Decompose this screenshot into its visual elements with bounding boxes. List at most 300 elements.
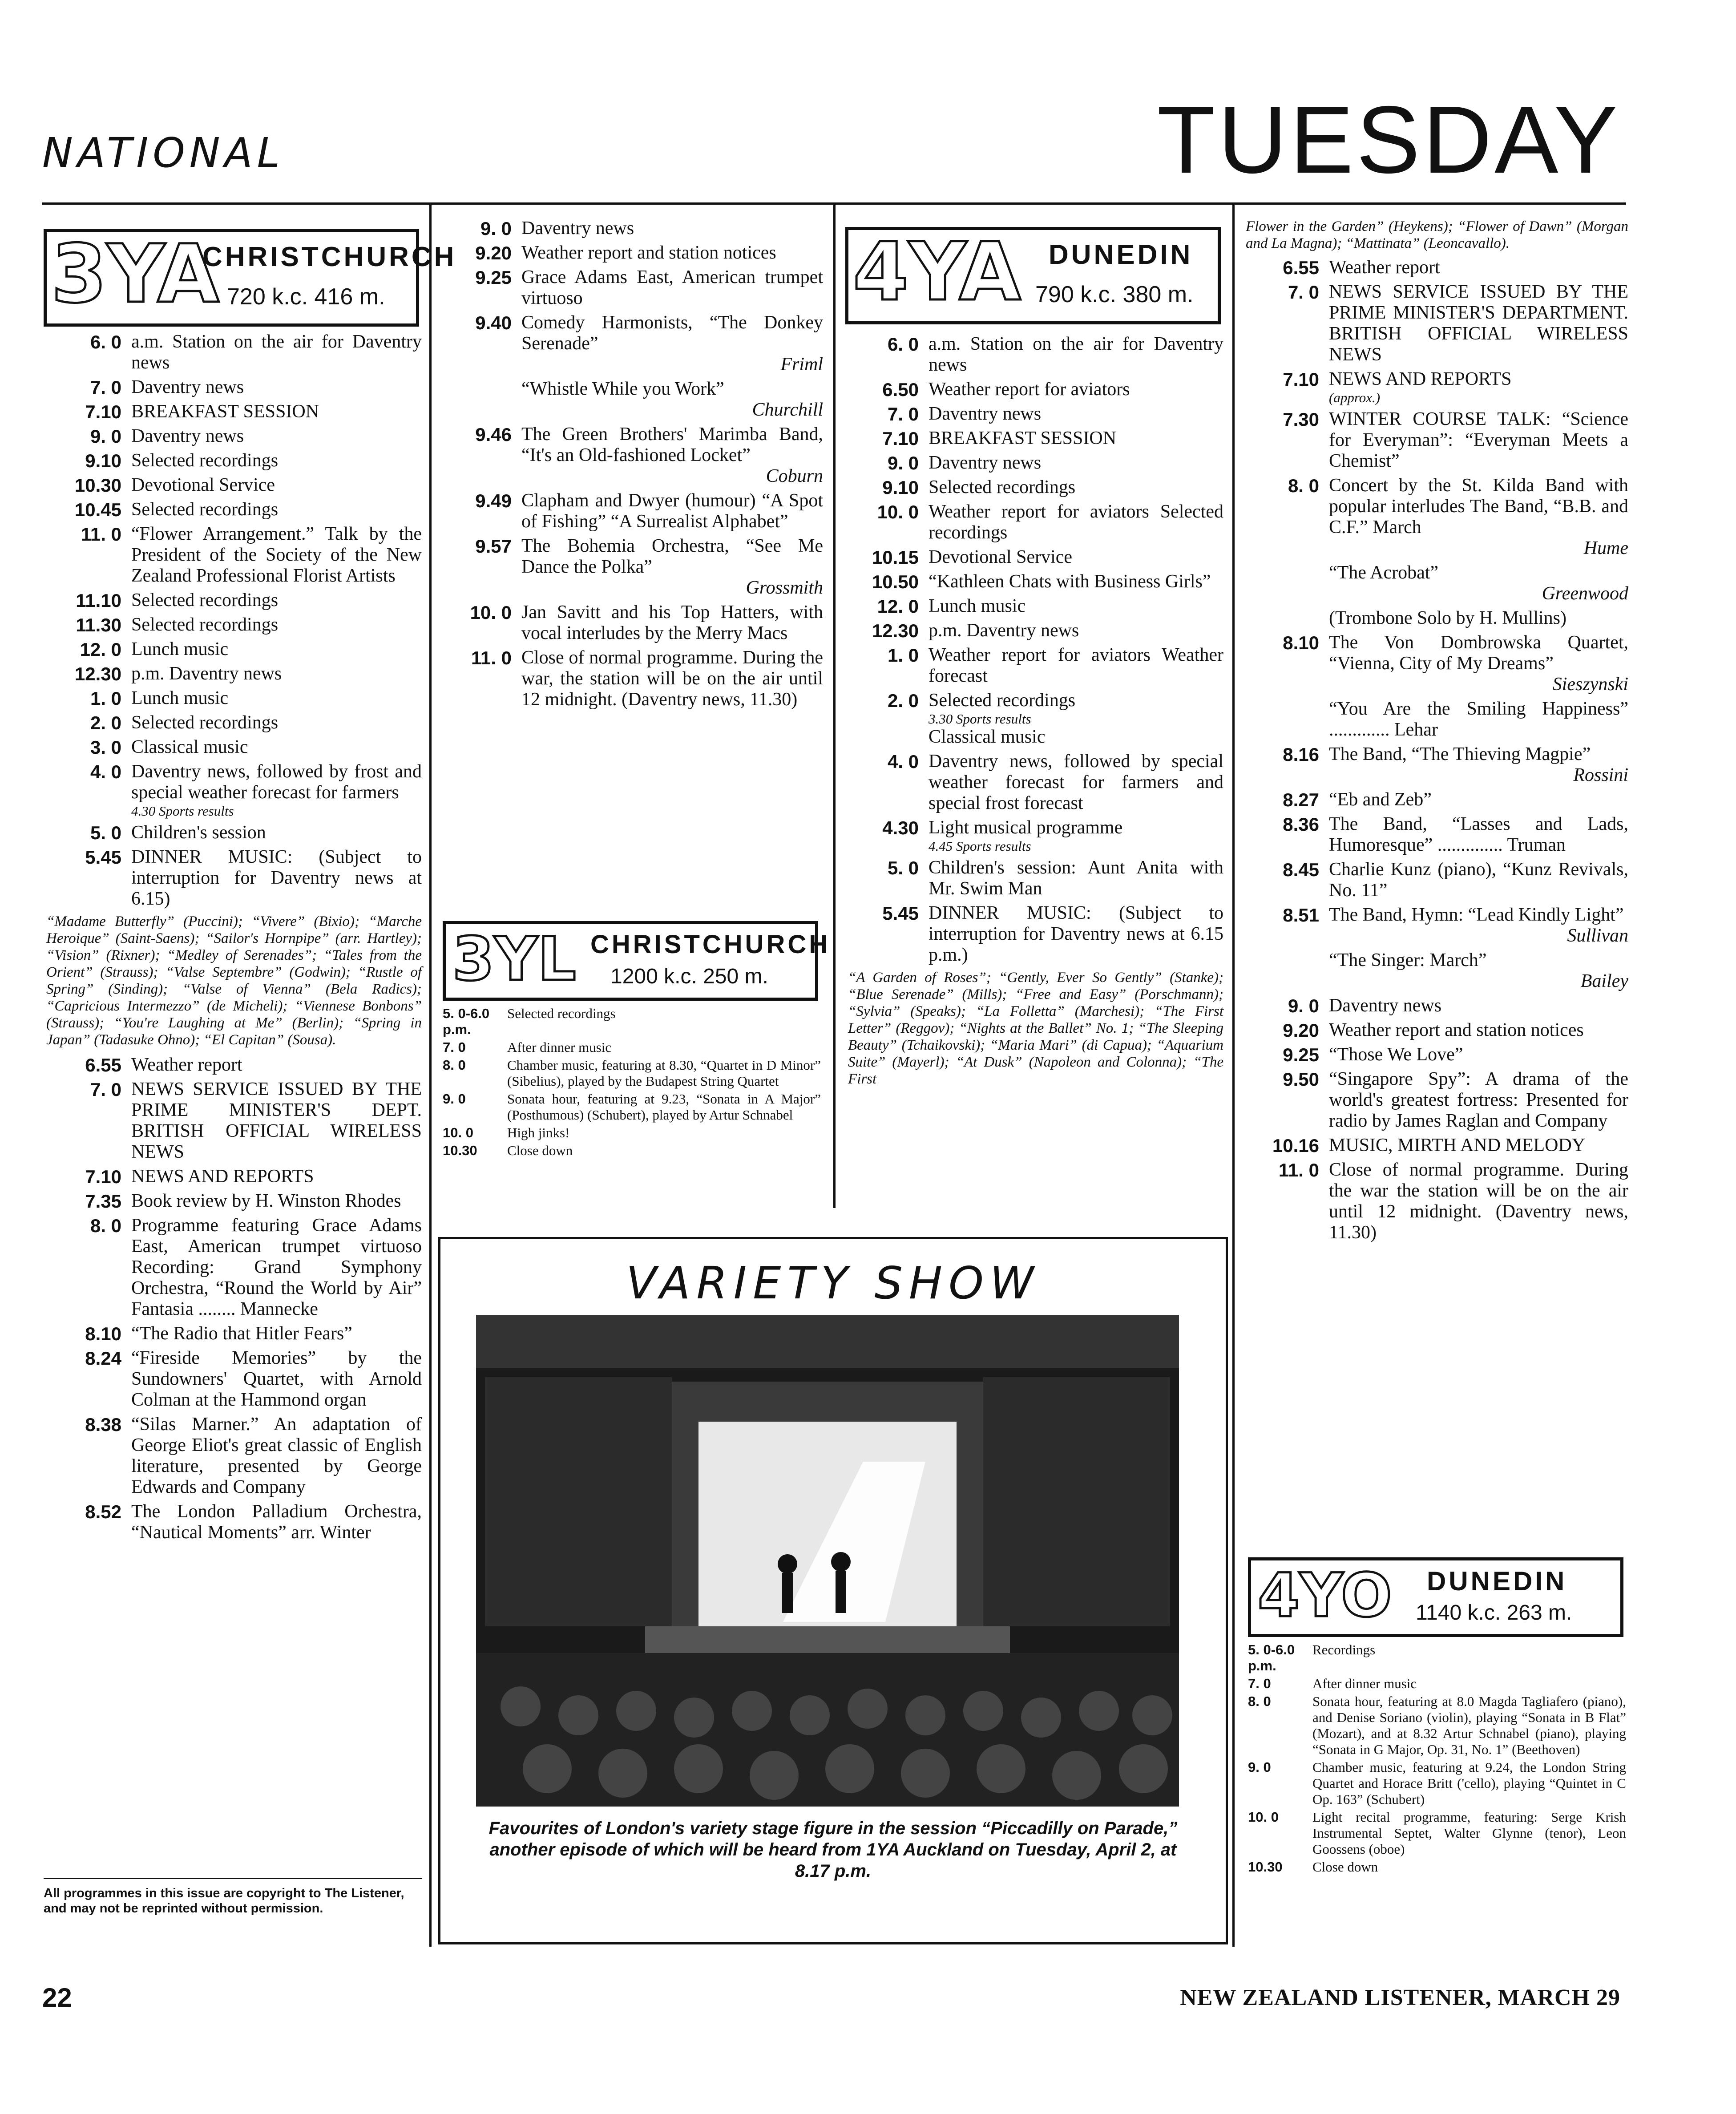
entries-col2 (440, 218, 823, 710)
section-label: NATIONAL (42, 129, 284, 177)
entry-composer: Grossmith (746, 578, 823, 598)
entry-text (131, 1215, 422, 1320)
entry-text (1329, 1135, 1628, 1156)
entry-description: After dinner music (1312, 1676, 1417, 1691)
entry-time: 9. 0 (90, 426, 121, 447)
entry-description: “The Singer: March” (1329, 950, 1487, 970)
entry-description: Chamber music, featuring at 8.30, “Quartet in D Minor” (Sibelius), played by the Budapest String Quartet (507, 1057, 821, 1089)
variety-show-title: VARIETY SHOW (626, 1257, 1040, 1309)
schedule-entry (845, 477, 1223, 498)
entry-time: 9. 0 (480, 218, 512, 239)
entry-text (929, 620, 1223, 641)
schedule-entry (1246, 905, 1628, 946)
entry-description: Weather report and station notices (1329, 1020, 1584, 1040)
entry-time: 10.30 (74, 475, 121, 496)
entry-description: The Band, “The Thieving Magpie” (1329, 744, 1591, 764)
schedule-entry (44, 1348, 422, 1411)
entry-text (521, 602, 823, 644)
entry-description: The Von Dombrowska Quartet, “Vienna, City of My Dreams” (1329, 632, 1628, 674)
entry-time: 1. 0 (90, 688, 121, 709)
entry-time: 8.16 (1283, 744, 1319, 765)
schedule-entry (845, 571, 1223, 592)
schedule-entry (1248, 1859, 1626, 1875)
entry-text (929, 751, 1223, 814)
station-logo-4yo (1248, 1557, 1623, 1637)
entry-time: 6. 0 (90, 331, 121, 352)
schedule-entry (443, 1125, 821, 1141)
entry-text (1329, 699, 1628, 740)
schedule-entry (1246, 699, 1628, 740)
schedule-entry (1246, 369, 1628, 405)
entry-composer: Churchill (752, 400, 823, 420)
schedule-entry (44, 1414, 422, 1498)
entry-description: Weather report (131, 1055, 242, 1075)
entry-time: 8.52 (85, 1501, 121, 1522)
entry-text (1329, 475, 1628, 559)
entry-description: Lunch music (131, 639, 229, 659)
entry-time: 8.36 (1283, 814, 1319, 835)
entry-time: 8.51 (1283, 905, 1319, 926)
entry-time: 8. 0 (443, 1057, 466, 1073)
schedule-entry (44, 590, 422, 611)
entry-time: 9.10 (882, 477, 919, 498)
schedule-entry (845, 645, 1223, 687)
entries-4ya (845, 334, 1223, 966)
schedule-entry (1246, 789, 1628, 810)
schedule-entry (440, 312, 823, 375)
entry-time: 10.16 (1272, 1135, 1319, 1156)
schedule-entry (44, 1501, 422, 1543)
schedule-4yo (1248, 1642, 1626, 1877)
variety-show-caption: Favourites of London's variety stage figure in the session “Piccadilly on Parade,” another episode of which will be heard from 1YA Auckland on Tuesday, April 2, at 8.17 p.m. (489, 1819, 1178, 1881)
entry-text (1329, 608, 1628, 629)
entries-3ya-evening (44, 1055, 422, 1543)
entry-text (1329, 995, 1628, 1016)
dinner-music-list-4ya: “A Garden of Roses”; “Gently, Ever So Gently” (Stanke); “Blue Serenade” (Mills); “Free and Easy” (Porschmann); “Sylvia” (Speaks); “La Folletta” (Marchesi); “The First Letter” (Reggov); “Nights at the Ballet” No. 1; “The Sleeping Beauty” (Tchaikovski); “Maria Mari” (di Capua); “Aquarium Suite” (Mayerl); “At Dusk” (Napoleon and Colonna); “The First (848, 970, 1223, 1087)
entries-3yl (443, 1006, 821, 1159)
entry-text (131, 1414, 422, 1498)
variety-show-panel (438, 1237, 1228, 1944)
schedule-entry (845, 690, 1223, 748)
entry-text (929, 428, 1223, 449)
schedule-entry (1246, 282, 1628, 365)
entry-description: Weather report for aviators Weather forecast (929, 645, 1223, 686)
entry-description: The Green Brothers' Marimba Band, “It's an Old-fashioned Locket” (521, 424, 823, 465)
station-city: DUNEDIN (1427, 1566, 1567, 1596)
schedule-entry (845, 453, 1223, 473)
schedule-entry (443, 1143, 821, 1159)
entry-description: Daventry news, followed by frost and special weather forecast for farmers (131, 761, 422, 803)
schedule-entry (1246, 257, 1628, 278)
schedule-entry (440, 379, 823, 420)
entry-text (1329, 950, 1628, 992)
entry-description: Weather report for aviators Selected recordings (929, 501, 1223, 543)
entry-text (521, 243, 823, 263)
entry-text (1329, 409, 1628, 472)
entry-text (1329, 744, 1628, 786)
dinner-music-continued: Flower in the Garden” (Heykens); “Flower of Dawn” (Morgan and La Magna); “Mattinata” (Leoncavallo). (1246, 218, 1628, 251)
schedule-entry (440, 602, 823, 644)
entry-time: 9.25 (475, 267, 512, 288)
entry-time: 10. 0 (443, 1125, 473, 1140)
schedule-3ya (44, 331, 422, 1547)
entry-description: Close down (507, 1143, 573, 1158)
entry-description: “The Acrobat” (1329, 562, 1439, 583)
schedule-entry (44, 614, 422, 635)
entry-time: 4. 0 (90, 761, 121, 782)
entry-time: 9.49 (475, 490, 512, 511)
entry-text (929, 596, 1223, 617)
entry-time: 7.10 (882, 428, 919, 449)
entry-time: 11. 0 (471, 647, 512, 668)
entry-text (131, 1166, 422, 1187)
entry-description: “Flower Arrangement.” Talk by the President of the Society of the New Zealand Professional Florist Artists (131, 524, 422, 586)
entry-text (929, 501, 1223, 543)
schedule-entry (1246, 814, 1628, 856)
schedule-entry (44, 1323, 422, 1344)
station-call-sign: 3YL (452, 924, 576, 994)
schedule-entry (1246, 632, 1628, 695)
schedule-entry (44, 1079, 422, 1163)
entry-time: 9.20 (475, 243, 512, 263)
entry-text (1329, 1044, 1628, 1065)
entry-text (131, 590, 422, 611)
entry-time: 9.40 (475, 312, 512, 333)
entry-text (131, 639, 422, 660)
entry-text (521, 379, 823, 420)
entry-description: Children's session: Aunt Anita with Mr. Swim Man (929, 857, 1223, 899)
entry-description: Lunch music (131, 688, 229, 708)
entry-description: Selected recordings (131, 614, 279, 635)
entry-text (131, 426, 422, 447)
entry-description: Selected recordings (131, 712, 279, 733)
entry-text (929, 817, 1223, 854)
entry-description: Daventry news (929, 404, 1042, 424)
entry-text (131, 499, 422, 520)
entry-time: 11. 0 (81, 524, 121, 545)
entry-time: 9.20 (1283, 1020, 1319, 1041)
entry-time: 4.30 (882, 817, 919, 838)
entry-text (131, 331, 422, 373)
entry-time: 5. 0 (887, 857, 919, 878)
entry-text (1329, 562, 1628, 604)
entry-text (131, 450, 422, 471)
entry-time: 7.10 (85, 1166, 121, 1187)
station-city: CHRISTCHURCH (202, 242, 457, 272)
station-frequency: 790 k.c. 380 m. (1035, 282, 1194, 307)
entry-description: Charlie Kunz (piano), “Kunz Revivals, No. 11” (1329, 859, 1628, 901)
schedule-3ya-continued (440, 218, 823, 714)
schedule-entry (1246, 1069, 1628, 1132)
schedule-entry (44, 663, 422, 684)
entry-description: Devotional Service (929, 547, 1073, 567)
entry-time: 10. 0 (1248, 1809, 1279, 1825)
entry-text (1329, 282, 1628, 365)
schedule-entry (44, 426, 422, 447)
entry-time: 9. 0 (887, 453, 919, 473)
entry-description: Selected recordings (929, 690, 1076, 711)
schedule-entry (845, 857, 1223, 899)
station-call-sign: 4YO (1258, 1560, 1392, 1630)
entry-note: 4.45 Sports results (929, 838, 1031, 854)
entry-time (1246, 562, 1329, 604)
schedule-4ya-continued (1246, 218, 1628, 1247)
entry-time: 9.57 (475, 536, 512, 557)
entry-time: 10.30 (443, 1143, 477, 1158)
entry-description: “Those We Love” (1329, 1044, 1463, 1065)
schedule-entry (44, 450, 422, 471)
entry-time: 7.10 (85, 401, 121, 422)
entry-description: Sonata hour, featuring at 8.0 Magda Tagliafero (piano), and Denise Soriano (violin), playing “Sonata in B Flat” (Mozart), and at 8.32 Artur Schnabel (piano), playing “Sonata in G Major, Op. 31, No. 1” (Beethoven) (1312, 1694, 1626, 1757)
entry-time: 8.27 (1283, 789, 1319, 810)
station-logo-3yl (443, 921, 831, 1001)
schedule-entry (44, 712, 422, 733)
entry-time: 9.25 (1283, 1044, 1319, 1065)
entry-text (929, 334, 1223, 376)
station-logo-4ya (845, 227, 1221, 324)
page-number: 22 (42, 1983, 72, 2013)
entry-description: Children's session (131, 822, 266, 843)
schedule-entry (845, 501, 1223, 543)
entry-description: Comedy Harmonists, “The Donkey Serenade” (521, 312, 823, 354)
entry-description: Selected recordings (131, 499, 279, 520)
entry-time: 6.50 (882, 379, 919, 400)
entry-time: 5.45 (85, 847, 121, 868)
entry-description: p.m. Daventry news (929, 620, 1079, 641)
schedule-entry (1248, 1759, 1626, 1807)
entry-description: a.m. Station on the air for Daventry news (131, 331, 422, 373)
entry-text (1329, 789, 1628, 810)
entry-description: Daventry news (131, 377, 244, 397)
schedule-entry (1246, 608, 1628, 629)
entry-time: 9.46 (475, 424, 512, 445)
schedule-entry (1246, 1044, 1628, 1065)
entry-text (521, 536, 823, 598)
entry-time: 10.15 (872, 547, 919, 568)
schedule-entry (845, 334, 1223, 376)
entry-description: a.m. Station on the air for Daventry news (929, 334, 1223, 375)
station-city: CHRISTCHURCH (590, 930, 831, 959)
entry-time: 8. 0 (1288, 475, 1319, 496)
entries-col4 (1246, 257, 1628, 1243)
entry-description: Daventry news (929, 453, 1042, 473)
station-logo-3ya (44, 228, 457, 327)
schedule-entry (44, 499, 422, 520)
entry-text (521, 490, 823, 532)
entry-composer: Hume (1583, 538, 1628, 558)
entry-text (929, 547, 1223, 568)
schedule-entry (440, 647, 823, 710)
entry-description: Grace Adams East, American trumpet virtuoso (521, 267, 823, 308)
entry-text (1329, 1160, 1628, 1243)
entry-text (131, 737, 422, 758)
entry-text (929, 379, 1223, 400)
entry-composer: Sullivan (1567, 926, 1628, 946)
entry-description: High jinks! (507, 1125, 570, 1140)
entry-time: 11.10 (76, 590, 121, 611)
entry-description: MUSIC, MIRTH AND MELODY (1329, 1135, 1586, 1156)
entry-time: 7.35 (85, 1191, 121, 1212)
entry-description: Programme featuring Grace Adams East, American trumpet virtuoso Recording: Grand Symphony Orchestra, “Round the World by Air” Fantasia ........ Mannecke (131, 1215, 422, 1319)
variety-show-illustration (476, 1315, 1179, 1807)
schedule-entry (44, 761, 422, 819)
entry-description: “Fireside Memories” by the Sundowners' Quartet, with Arnold Colman at the Hammond organ (131, 1348, 422, 1410)
entry-time: 9. 0 (1248, 1759, 1271, 1775)
entry-text (131, 688, 422, 709)
entry-time: 5. 0-6.0 p.m. (1248, 1642, 1295, 1673)
schedule-entry (44, 1055, 422, 1075)
schedule-entry (44, 737, 422, 758)
entry-description: (Trombone Solo by H. Mullins) (1329, 608, 1567, 628)
entry-description: Daventry news (131, 426, 244, 446)
entry-description: Light musical programme (929, 817, 1123, 838)
schedule-entry (443, 1039, 821, 1055)
schedule-entry (44, 524, 422, 586)
schedule-entry (1246, 409, 1628, 472)
dinner-music-list-3ya: “Madame Butterfly” (Puccini); “Vivere” (Bixio); “Marche Heroique” (Saint-Saens); “Sailor's Hornpipe” (arr. Hartley); “Vision” (Rixner); “Medley of Serenades”; “Tales from the Orient” (Strauss); “Valse Septembre” (Godwin); “Rustle of Spring” (Sinding); “Valse of Vienna” (Bela Radics); “Capricious Intermezzo” (de Micheli); “Viennese Bonbons” (Strauss); “You're Laughing at Me” (Berlin); “Spring in Japan” (Tadasuke Ohno); “El Capitan” (Sousa). (46, 914, 422, 1048)
entry-description: NEWS SERVICE ISSUED BY THE PRIME MINISTER'S DEPT. BRITISH OFFICIAL WIRELESS NEWS (131, 1079, 422, 1162)
entry-description: “You Are the Smiling Happiness” ............. Lehar (1329, 699, 1628, 740)
schedule-entry (440, 267, 823, 309)
schedule-entry (440, 490, 823, 532)
schedule-entry (44, 331, 422, 373)
entry-text (521, 218, 823, 239)
schedule-entry (443, 1006, 821, 1038)
schedule-entry (1246, 950, 1628, 992)
schedule-entry (845, 620, 1223, 641)
entry-description: DINNER MUSIC: (Subject to interruption for Daventry news at 6.15) (131, 847, 422, 909)
entry-time: 8.38 (85, 1414, 121, 1435)
entry-time: 12.30 (872, 620, 919, 641)
entry-text (1329, 369, 1628, 405)
schedule-entry (44, 1215, 422, 1320)
entry-time: 10.50 (872, 571, 919, 592)
entry-description: Jan Savitt and his Top Hatters, with vocal interludes by the Merry Macs (521, 602, 823, 643)
schedule-entry (1246, 859, 1628, 901)
schedule-entry (1248, 1694, 1626, 1758)
entry-time: 6.55 (1283, 257, 1319, 278)
entry-time (1246, 950, 1329, 992)
entry-text (131, 377, 422, 398)
entry-time: 9. 0 (1288, 995, 1319, 1016)
entry-time: 7.30 (1283, 409, 1319, 430)
entry-text (131, 1079, 422, 1163)
entry-composer: Friml (780, 354, 823, 375)
entry-text (929, 477, 1223, 498)
entry-time: 6.55 (85, 1055, 121, 1075)
column-divider-3 (1232, 202, 1235, 1947)
entry-description: NEWS AND REPORTS (1329, 369, 1512, 389)
entry-description: Weather report for aviators (929, 379, 1130, 400)
entry-note: (approx.) (1329, 390, 1381, 405)
entry-time: 10.30 (1248, 1859, 1283, 1875)
entry-description: Weather report and station notices (521, 243, 776, 263)
schedule-entry (845, 596, 1223, 617)
entry-time (1246, 699, 1329, 740)
entry-description: “Whistle While you Work” (521, 379, 724, 399)
schedule-entry (443, 1057, 821, 1089)
entry-time: 12.30 (74, 663, 121, 684)
entry-time: 12. 0 (877, 596, 919, 617)
entry-description: The Band, Hymn: “Lead Kindly Light” (1329, 905, 1624, 925)
schedule-entry (440, 218, 823, 239)
entry-text (1329, 632, 1628, 695)
entries-3ya (44, 331, 422, 909)
entry-composer: Greenwood (1542, 583, 1628, 604)
entry-description: Weather report (1329, 257, 1440, 278)
entry-text (1329, 1020, 1628, 1041)
entry-description: Devotional Service (131, 475, 275, 495)
entry-description: “Eb and Zeb” (1329, 789, 1432, 810)
entry-time: 7. 0 (1248, 1676, 1271, 1691)
entry-description: The Bohemia Orchestra, “See Me Dance the Polka” (521, 536, 823, 577)
entry-time: 8. 0 (1248, 1694, 1271, 1709)
entry-text (131, 1191, 422, 1212)
entry-text (521, 647, 823, 710)
entry-time: 12. 0 (80, 639, 121, 660)
entry-description: Lunch music (929, 596, 1026, 616)
entry-time: 11. 0 (1278, 1160, 1319, 1180)
schedule-entry (1246, 1020, 1628, 1041)
publication-footer: NEW ZEALAND LISTENER, MARCH 29 (1180, 1985, 1620, 2010)
entry-text (1329, 859, 1628, 901)
entry-description: Recordings (1312, 1642, 1376, 1657)
entry-time: 7. 0 (887, 404, 919, 424)
entry-text (929, 453, 1223, 473)
schedule-entry (1248, 1809, 1626, 1857)
schedule-entry (1246, 744, 1628, 786)
entry-time: 8. 0 (90, 1215, 121, 1236)
entry-text (131, 822, 422, 843)
entry-description: After dinner music (507, 1039, 612, 1055)
schedule-entry (1248, 1642, 1626, 1674)
entry-description: NEWS SERVICE ISSUED BY THE PRIME MINISTER'S DEPARTMENT. BRITISH OFFICIAL WIRELESS NEWS (1329, 282, 1628, 365)
schedule-entry (845, 903, 1223, 966)
entry-description: Sonata hour, featuring at 9.23, “Sonata in A Major” (Posthumous) (Schubert), played by Artur Schnabel (507, 1091, 821, 1123)
entry-composer: Bailey (1580, 971, 1628, 991)
entry-time: 6. 0 (887, 334, 919, 355)
schedule-entry (1246, 1160, 1628, 1243)
entry-time: 4. 0 (887, 751, 919, 772)
station-call-sign: 4YA (853, 226, 1021, 319)
entry-text (1329, 905, 1628, 946)
entry-text (929, 571, 1223, 592)
column-divider-2 (833, 202, 836, 1208)
entry-text (131, 663, 422, 684)
entry-description: Book review by H. Winston Rhodes (131, 1191, 401, 1211)
entry-time: 9. 0 (443, 1091, 466, 1107)
copyright-rule (44, 1878, 422, 1879)
entry-time: 8.10 (1283, 632, 1319, 653)
entry-time: 8.10 (85, 1323, 121, 1344)
entry-text (521, 267, 823, 309)
schedule-entry (440, 243, 823, 263)
entry-extra: Classical music (929, 727, 1046, 747)
entry-text (131, 524, 422, 586)
page-day-title: TUESDAY (1157, 86, 1620, 193)
entry-time: 8.45 (1283, 859, 1319, 880)
entry-time: 2. 0 (90, 712, 121, 733)
station-frequency: 1140 k.c. 263 m. (1416, 1601, 1572, 1625)
entry-description: “Kathleen Chats with Business Girls” (929, 571, 1211, 592)
entry-time: 5. 0-6.0 p.m. (443, 1006, 490, 1037)
entry-description: Selected recordings (929, 477, 1076, 497)
entry-text (1329, 814, 1628, 856)
entry-text (521, 312, 823, 375)
entry-text (131, 1323, 422, 1344)
entries-4yo (1248, 1642, 1626, 1875)
schedule-entry (44, 822, 422, 843)
